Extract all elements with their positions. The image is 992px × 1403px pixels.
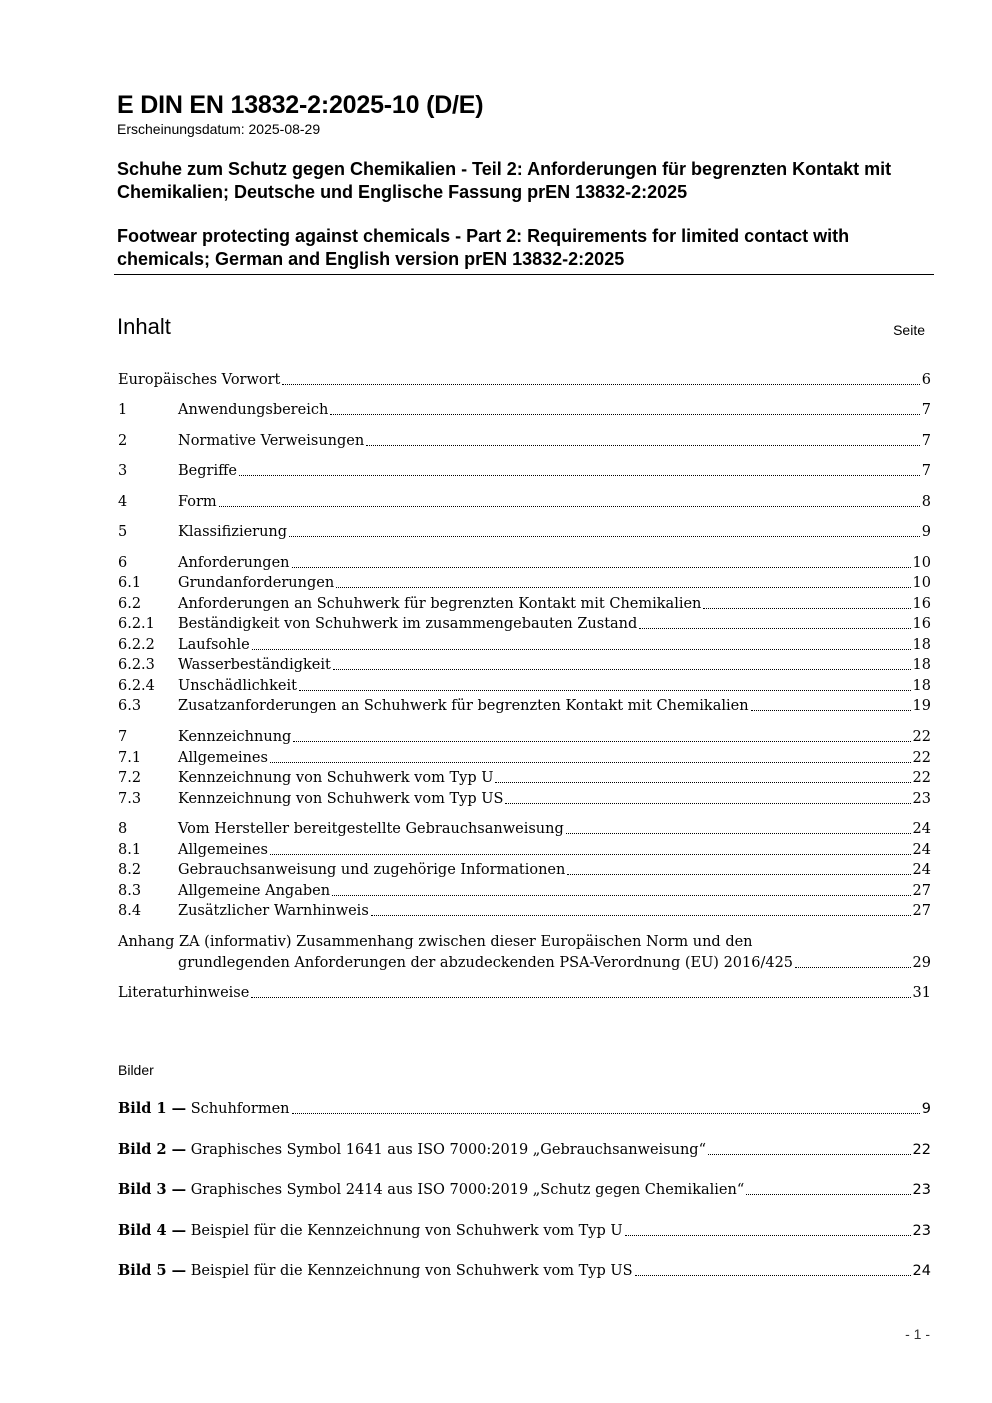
- figure-label: Bild 1 —: [118, 1100, 187, 1117]
- toc-leader: [566, 833, 911, 834]
- toc-leader: [219, 506, 920, 507]
- toc-leader: [495, 782, 910, 783]
- toc-leader: [292, 567, 911, 568]
- toc-entry[interactable]: [118, 840, 931, 860]
- toc-entry-number: 6.2.2: [118, 637, 155, 653]
- toc-entry-number: 8.3: [118, 883, 142, 899]
- toc-entry[interactable]: [118, 727, 931, 747]
- page-number: - 1 -: [905, 1326, 930, 1342]
- toc-annex-page: 29: [912, 955, 931, 971]
- toc-entry-number: 5: [118, 524, 128, 540]
- toc-leader: [251, 997, 910, 998]
- document-header: [117, 90, 934, 271]
- figure-entry[interactable]: [118, 1221, 931, 1241]
- toc-entry-text: Allgemeines: [178, 842, 268, 858]
- toc-leader: [333, 669, 911, 670]
- toc-entry-page: 31: [912, 985, 931, 1001]
- toc-entry-text: Zusatzanforderungen an Schuhwerk für begrenzten Kontakt mit Chemikalien: [178, 698, 749, 714]
- header-divider: [114, 274, 934, 275]
- toc-annex-text: grundlegenden Anforderungen der abzudeckenden PSA-Verordnung (EU) 2016/425: [178, 955, 794, 971]
- toc-entry-text: Allgemeine Angaben: [178, 883, 331, 899]
- toc-leader: [252, 649, 911, 650]
- toc-entry[interactable]: [118, 370, 931, 390]
- toc-entry-number: 6.1: [118, 575, 142, 591]
- toc-entry[interactable]: [118, 860, 931, 880]
- toc-leader: [703, 608, 910, 609]
- toc-entry[interactable]: [118, 431, 931, 451]
- figure-title: Graphisches Symbol 1641 aus ISO 7000:2019 „Gebrauchsanweisung“: [190, 1142, 706, 1158]
- toc-entry-number: 4: [118, 494, 128, 510]
- toc-entry-page: 16: [912, 596, 931, 612]
- toc-entry-number: 8.2: [118, 862, 142, 878]
- figure-label: Bild 4 —: [118, 1222, 187, 1239]
- toc-entry-number: 6.2: [118, 596, 142, 612]
- toc-heading-row: [117, 314, 927, 344]
- toc-entry-page: 7: [921, 402, 931, 418]
- figure-title: Beispiel für die Kennzeichnung von Schuhwerk vom Typ US: [190, 1263, 633, 1279]
- toc-entry-page: 6: [921, 372, 931, 388]
- toc-leader: [639, 628, 910, 629]
- toc-entry[interactable]: [118, 635, 931, 655]
- toc-leader: [746, 1194, 910, 1195]
- toc-entry-page: 19: [912, 698, 931, 714]
- toc-leader: [270, 854, 911, 855]
- toc-entry[interactable]: [118, 748, 931, 768]
- toc-entry[interactable]: [118, 553, 931, 573]
- toc-entry-page: 7: [921, 463, 931, 479]
- toc-entry-page: 22: [912, 750, 931, 766]
- toc-entry-text: Europäisches Vorwort: [118, 372, 281, 388]
- toc-entry-text: Kennzeichnung von Schuhwerk vom Typ US: [178, 791, 504, 807]
- toc-entry-text: Normative Verweisungen: [178, 433, 365, 449]
- figure-entry[interactable]: [118, 1140, 931, 1160]
- toc-entry[interactable]: [118, 573, 931, 593]
- toc-entry-page: 8: [921, 494, 931, 510]
- toc-entry-page: 27: [912, 903, 931, 919]
- toc-entry-text: Anforderungen an Schuhwerk für begrenzten Kontakt mit Chemikalien: [178, 596, 702, 612]
- toc-entry-page: 18: [912, 678, 931, 694]
- toc-entry-text: Klassifizierung: [178, 524, 288, 540]
- toc-entry[interactable]: [118, 676, 931, 696]
- toc-entry-number: 6.3: [118, 698, 142, 714]
- toc-entry-page: 22: [912, 770, 931, 786]
- toc-entry[interactable]: [118, 768, 931, 788]
- toc-entry-text: Allgemeines: [178, 750, 268, 766]
- toc-entry-page: 10: [912, 555, 931, 571]
- toc-entry-number: 3: [118, 463, 128, 479]
- document-id: E DIN EN 13832-2:2025-10 (D/E): [117, 91, 484, 119]
- figure-entry[interactable]: [118, 1261, 931, 1281]
- toc-entry[interactable]: [118, 696, 931, 716]
- figure-page: 9: [921, 1101, 931, 1117]
- toc-entry-page: 10: [912, 575, 931, 591]
- title-english: Footwear protecting against chemicals - Part 2: Requirements for limited contact with chemicals; German and English version prEN 13832-2:2025: [117, 226, 850, 269]
- toc-entry-page: 7: [921, 433, 931, 449]
- toc-entry-page: 24: [912, 842, 931, 858]
- toc-leader: [366, 445, 920, 446]
- toc-heading: Inhalt: [117, 314, 171, 339]
- toc-entry-text: Anwendungsbereich: [178, 402, 329, 418]
- toc-entry-page: 24: [912, 821, 931, 837]
- figure-page: 23: [912, 1182, 931, 1198]
- toc-entry[interactable]: [118, 901, 931, 921]
- toc-entry-text: Wasserbeständigkeit: [178, 657, 331, 673]
- toc-leader: [289, 536, 920, 537]
- toc-entry-number: 8.1: [118, 842, 142, 858]
- toc-entry-text: Kennzeichnung von Schuhwerk vom Typ U: [178, 770, 494, 786]
- toc-entry-number: 7: [118, 729, 128, 745]
- figure-entry[interactable]: [118, 1099, 931, 1119]
- toc-leader: [293, 741, 910, 742]
- toc-entry-number: 8: [118, 821, 128, 837]
- toc-entry-number: 6.2.3: [118, 657, 155, 673]
- toc-entry-text: Form: [178, 494, 217, 510]
- toc-leader: [505, 803, 910, 804]
- figures-heading: Bilder: [118, 1062, 154, 1078]
- figure-label: Bild 2 —: [118, 1141, 187, 1158]
- toc-entry-number: 6: [118, 555, 128, 571]
- toc-entry[interactable]: [118, 594, 931, 614]
- toc-entry-text: Beständigkeit von Schuhwerk im zusammengebauten Zustand: [178, 616, 638, 632]
- toc-entry-number: 7.3: [118, 791, 142, 807]
- toc-annex-entry[interactable]: [118, 953, 931, 973]
- toc-leader: [332, 895, 911, 896]
- toc-entry-page: 27: [912, 883, 931, 899]
- figure-page: 22: [912, 1142, 931, 1158]
- toc-entry-page: 9: [921, 524, 931, 540]
- toc-entry-number: 2: [118, 433, 128, 449]
- toc-entry-text: Gebrauchsanweisung und zugehörige Informationen: [178, 862, 566, 878]
- figure-page: 24: [912, 1263, 931, 1279]
- toc-leader: [292, 1113, 920, 1114]
- toc-leader: [371, 915, 911, 916]
- toc-entry-number: 6.2.4: [118, 678, 155, 694]
- toc-leader: [708, 1154, 911, 1155]
- toc-leader: [299, 690, 911, 691]
- toc-leader: [282, 384, 919, 385]
- figure-entry[interactable]: [118, 1180, 931, 1200]
- publication-date: Erscheinungsdatum: 2025-08-29: [117, 121, 321, 137]
- figure-label: Bild 5 —: [118, 1262, 187, 1279]
- toc-leader: [270, 762, 911, 763]
- toc-entry-text: Literaturhinweise: [118, 985, 250, 1001]
- toc-leader: [635, 1275, 911, 1276]
- figure-title: Graphisches Symbol 2414 aus ISO 7000:2019 „Schutz gegen Chemikalien“: [190, 1182, 745, 1198]
- toc-entry-text: Zusätzlicher Warnhinweis: [178, 903, 369, 919]
- toc-entry-text: Vom Hersteller bereitgestellte Gebrauchsanweisung: [178, 821, 564, 837]
- toc-entry[interactable]: [118, 461, 931, 481]
- toc-entry-number: 6.2.1: [118, 616, 155, 632]
- toc-bibliography-entry[interactable]: [118, 983, 931, 1003]
- toc-entry[interactable]: [118, 819, 931, 839]
- toc-entry-text: Unschädlichkeit: [178, 678, 297, 694]
- toc-entry[interactable]: [118, 655, 931, 675]
- toc-entry-text: Grundanforderungen: [178, 575, 335, 591]
- title-german: Schuhe zum Schutz gegen Chemikalien - Teil 2: Anforderungen für begrenzten Kontakt mit Chemikalien; Deutsche und Englische Fassung prEN 13832-2:2025: [117, 159, 892, 202]
- toc-entry-number: 7.1: [118, 750, 142, 766]
- toc-leader: [751, 710, 911, 711]
- figure-title: Beispiel für die Kennzeichnung von Schuhwerk vom Typ U: [190, 1223, 623, 1239]
- toc-entry-number: 1: [118, 402, 128, 418]
- toc-annex-title[interactable]: Anhang ZA (informativ) Zusammenhang zwischen dieser Europäischen Norm und den: [118, 934, 753, 950]
- toc-entry-page: 24: [912, 862, 931, 878]
- toc-entry-page: 22: [912, 729, 931, 745]
- toc-entry-text: Begriffe: [178, 463, 237, 479]
- toc-entry-text: Laufsohle: [178, 637, 250, 653]
- toc-entry-page: 23: [912, 791, 931, 807]
- toc-leader: [567, 874, 910, 875]
- figure-label: Bild 3 —: [118, 1181, 187, 1198]
- toc-leader: [625, 1235, 911, 1236]
- figure-title: Schuhformen: [190, 1101, 290, 1117]
- toc-entry-number: 8.4: [118, 903, 142, 919]
- toc-entry[interactable]: [118, 614, 931, 634]
- toc-entry-page: 18: [912, 637, 931, 653]
- toc-entry[interactable]: [118, 522, 931, 542]
- toc-entry-text: Anforderungen: [178, 555, 290, 571]
- toc-entry[interactable]: [118, 881, 931, 901]
- toc-entry-page: 18: [912, 657, 931, 673]
- toc-entry-text: Kennzeichnung: [178, 729, 292, 745]
- toc-leader: [330, 414, 919, 415]
- figure-page: 23: [912, 1223, 931, 1239]
- toc-entry[interactable]: [118, 492, 931, 512]
- page-column-label: Seite: [893, 322, 925, 338]
- toc-leader: [795, 967, 911, 968]
- toc-leader: [239, 475, 920, 476]
- toc-entry-page: 16: [912, 616, 931, 632]
- toc-entry[interactable]: [118, 789, 931, 809]
- toc-entry-number: 7.2: [118, 770, 142, 786]
- toc-leader: [336, 587, 910, 588]
- toc-entry[interactable]: [118, 400, 931, 420]
